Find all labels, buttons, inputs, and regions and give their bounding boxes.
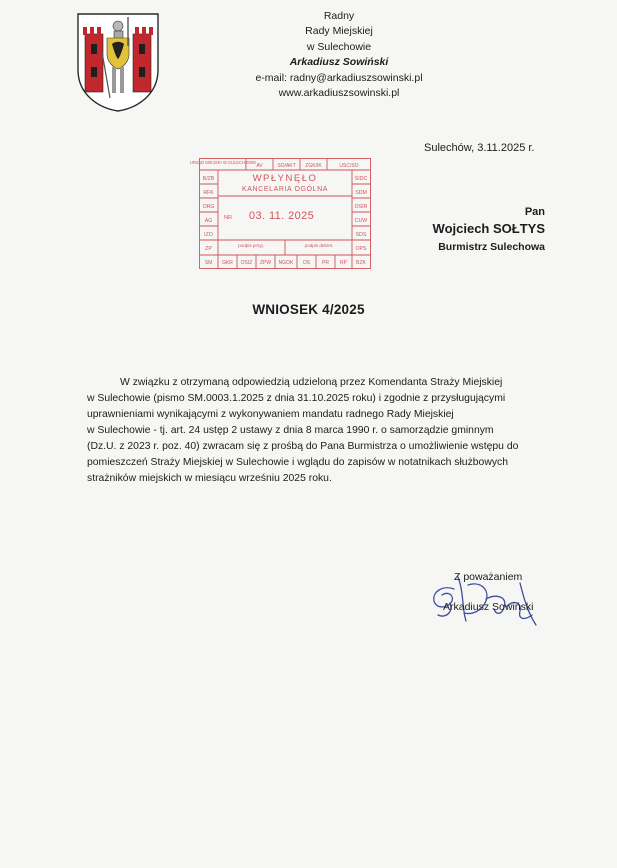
stamp-bottom-cell: PR [322, 260, 329, 266]
stamp-left-cell: IZO [204, 232, 213, 238]
stamp-right-cell: OSIR [354, 204, 368, 210]
stamp-bottom-cell: SM [204, 260, 213, 266]
body-line: w Sulechowie - tj. art. 24 ustęp 2 ustawy z dnia 8 marca 1990 r. o samorządzie gminnym [87, 425, 494, 436]
recipient-name: Wojciech SOŁTYS [432, 221, 545, 236]
stamp-left-cell: ZP [205, 246, 212, 252]
body-line: w Sulechowie (pismo SM.0003.1.2025 z dnia 31.10.2025 roku) i zgodnie z przysługującymi [87, 393, 506, 404]
registry-stamp [189, 158, 371, 269]
body-line: W związku z otrzymaną odpowiedzią udzieloną przez Komendanta Straży Miejskiej [120, 377, 503, 388]
stamp-left-cell: ORG [202, 204, 215, 210]
stamp-bottom-cell: NGOK [278, 260, 294, 266]
body-line: strażników miejskich w miesiącu wrześniu 2025 roku. [87, 473, 332, 484]
signer-name: Arkadiusz Sowiński [443, 601, 534, 613]
stamp-right-cell: SDS [355, 232, 367, 238]
stamp-right-cell: SDM [355, 190, 367, 196]
letterhead-email: e-mail: radny@arkadiuszsowinski.pl [255, 71, 423, 84]
stamp-top-cell: SO/AKT [277, 163, 296, 169]
stamp-bottom-cell: ZPW [259, 260, 272, 266]
stamp-sig-label: podpis dekret. [304, 243, 334, 248]
stamp-top-cell: AV [256, 163, 263, 169]
stamp-left-cell: RFK [203, 190, 214, 196]
stamp-header: URZĄD MIEJSKI W SULECHOWIE [189, 160, 257, 165]
letterhead [220, 9, 458, 101]
body-paragraph [87, 375, 543, 487]
letterhead-line-1: Radny [323, 10, 355, 22]
stamp-top-cell: ZGK/IK [305, 163, 322, 169]
stamp-bottom-cell: OS [302, 260, 311, 266]
stamp-left-cell: AG [204, 218, 213, 224]
stamp-nr-label: NR [224, 215, 232, 221]
letterhead-name: Arkadiusz Sowiński [289, 56, 389, 69]
stamp-top-cell: USC/SO [339, 163, 359, 169]
body-line: uprawnieniami wynikającymi z wykonywaniem mandatu radnego Rady Miejskiej [87, 409, 454, 420]
stamp-left-cell: B/ZB [202, 176, 215, 182]
recipient-block [433, 205, 545, 255]
stamp-right-cell: CUW [354, 218, 368, 224]
body-line: pomieszczeń Straży Miejskiej w Sulechowie i wglądu do zapisów w notatnikach służbowych [87, 457, 509, 468]
document-title: WNIOSEK 4/2025 [252, 302, 365, 317]
stamp-right-cell: SIDC [354, 176, 368, 182]
stamp-received: WPŁYNĘŁO [252, 173, 318, 184]
stamp-bottom-cell: GKR [222, 260, 233, 266]
letterhead-line-2: Rady Miejskiej [305, 25, 373, 38]
document-date: Sulechów, 3.11.2025 r. [424, 142, 535, 154]
body-line: (Dz.U. z 2023 r. poz. 40) zwracam się z prośbą do Pana Burmistrza o umożliwienie wstępu do [87, 441, 519, 452]
closing-phrase: Z poważaniem [454, 571, 523, 583]
letterhead-website: www.arkadiuszsowinski.pl [278, 87, 400, 100]
stamp-bottom-cell: RP [340, 260, 347, 266]
stamp-right-cell: OPS [355, 246, 367, 252]
letterhead-line-3: w Sulechowie [306, 40, 372, 53]
stamp-sig-label: podpis przyj. [238, 243, 264, 248]
stamp-date: 03. 11. 2025 [249, 210, 315, 222]
stamp-bottom-cell: BZK [356, 260, 366, 266]
stamp-bottom-cell: OSIZ [240, 260, 253, 266]
stamp-office: KANCELARIA OGÓLNA [241, 186, 329, 193]
recipient-role: Burmistrz Sulechowa [438, 241, 545, 253]
recipient-salutation: Pan [524, 206, 545, 218]
coat-of-arms-icon [76, 12, 160, 112]
